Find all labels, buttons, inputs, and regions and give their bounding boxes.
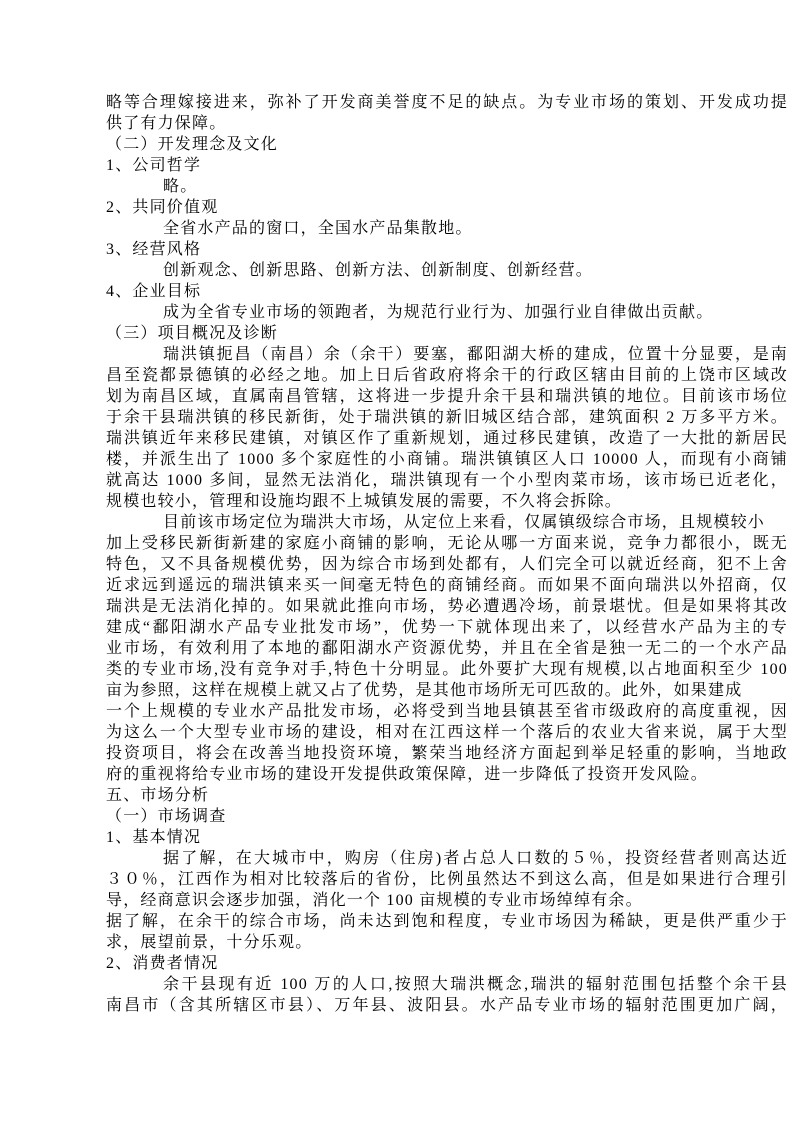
text-line: 楼，并派生出了 1000 多个家庭性的小商铺。瑞洪镇镇区人口 10000 人，而现有小商铺 — [106, 451, 788, 468]
text-line: 2、共同价值观 — [106, 199, 219, 216]
text-line: 特色，又不具备规模优势，因为综合市场到处都有，人们完全可以就近经商，犯不上舍 — [106, 556, 788, 573]
text-line: 供了有力保障。 — [106, 115, 227, 132]
text-line: 4、企业目标 — [106, 283, 202, 300]
text-line: 业市场，有效利用了本地的鄱阳湖水产资源优势，并且在全省是独一无二的一个水产品 — [106, 640, 788, 657]
text-line: 划为南昌区域，直属南昌管辖，这将进一步提升余干县和瑞洪镇的地位。目前该市场位 — [106, 388, 788, 405]
text-line: 亩为参照，这样在规模上就又占了优势，是其他市场所无可匹敌的。此外，如果建成 — [106, 682, 743, 699]
text-line: 据了解，在余干的综合市场，尚未达到饱和程度，专业市场因为稀缺，更是供严重少于 — [106, 913, 788, 930]
text-line: 一个上规模的专业水产品批发市场，必将受到当地县镇甚至省市级政府的高度重视，因 — [106, 703, 788, 720]
text-line: 府的重视将给专业市场的建设开发提供政策保障，进一步降低了投资开发风险。 — [106, 766, 709, 783]
text-line: 目前该市场定位为瑞洪大市场，从定位上来看，仅属镇级综合市场，且规模较小 — [163, 514, 766, 531]
text-line: 昌至瓷都景德镇的必经之地。加上日后省政府将余干的行政区辖由目前的上饶市区域改 — [106, 367, 788, 384]
text-line: 近求远到遥远的瑞洪镇来买一间毫无特色的商铺经商。而如果不面向瑞洪以外招商，仅 — [106, 577, 788, 594]
text-line: 规模也较小，管理和设施均跟不上城镇发展的需要，不久将会拆除。 — [106, 493, 623, 510]
document-body — [106, 92, 788, 1016]
text-line: 瑞洪镇近年来移民建镇，对镇区作了重新规划，通过移民建镇，改造了一大批的新居民 — [106, 430, 788, 447]
text-line: （三）项目概况及诊断 — [106, 325, 279, 342]
text-line: 五、市场分析 — [106, 787, 210, 804]
text-line: 1、基本情况 — [106, 829, 202, 846]
text-line: 2、消费者情况 — [106, 955, 219, 972]
text-line: 就高达 1000 多间，显然无法消化，瑞洪镇现有一个小型肉菜市场，该市场已近老化， — [106, 472, 788, 489]
text-line: 3、经营风格 — [106, 241, 202, 258]
text-line: 类的专业市场,没有竞争对手,特色十分明显。此外要扩大现有规模,以占地面积至少 100 — [106, 661, 788, 678]
text-line: 建成“鄱阳湖水产品专业批发市场”，优势一下就体现出来了，以经营水产品为主的专 — [106, 619, 788, 636]
text-line: 余干县现有近 100 万的人口,按照大瑞洪概念,瑞洪的辐射范围包括整个余干县 — [163, 976, 788, 993]
text-line: 全省水产品的窗口，全国水产品集散地。 — [163, 220, 473, 237]
text-line: （二）开发理念及文化 — [106, 136, 279, 153]
text-line: （一）市场调查 — [106, 808, 227, 825]
text-line: 加上受移民新街新建的家庭小商铺的影响，无论从哪一方面来说，竞争力都很小，既无 — [106, 535, 788, 552]
text-line: ３０％，江西作为相对比较落后的省份，比例虽然达不到这么高，但是如果进行合理引 — [106, 871, 788, 888]
text-line: 导，经商意识会逐步加强，消化一个 100 亩规模的专业市场绰绰有余。 — [106, 892, 643, 909]
text-line: 据了解，在大城市中，购房（住房)者占总人口数的５％，投资经营者则高达近 — [163, 850, 788, 867]
text-line: 求，展望前景，十分乐观。 — [106, 934, 313, 951]
text-line: 1、公司哲学 — [106, 157, 202, 174]
text-line: 南昌市（含其所辖区市县）、万年县、波阳县。水产品专业市场的辐射范围更加广阔， — [106, 997, 788, 1014]
text-line: 成为全省专业市场的领跑者，为规范行业行为、加强行业自律做出贡献。 — [163, 304, 714, 321]
text-line: 创新观念、创新思路、创新方法、创新制度、创新经营。 — [163, 262, 594, 279]
text-line: 投资项目，将会在改善当地投资环境，繁荣当地经济方面起到举足轻重的影响，当地政 — [106, 745, 788, 762]
text-line: 瑞洪是无法消化掉的。如果就此推向市场，势必遭遇冷场，前景堪忧。但是如果将其改 — [106, 598, 788, 615]
text-line: 为这么一个大型专业市场的建设，相对在江西这样一个落后的农业大省来说，属于大型 — [106, 724, 788, 741]
text-line: 瑞洪镇扼昌（南昌）余（余干）要塞，鄱阳湖大桥的建成，位置十分显要，是南 — [163, 346, 788, 363]
text-line: 于余干县瑞洪镇的移民新街，处于瑞洪镇的新旧城区结合部，建筑面积 2 万多平方米。 — [106, 409, 788, 426]
text-line: 略。 — [163, 178, 198, 195]
text-line: 略等合理嫁接进来，弥补了开发商美誉度不足的缺点。为专业市场的策划、开发成功提 — [106, 94, 788, 111]
